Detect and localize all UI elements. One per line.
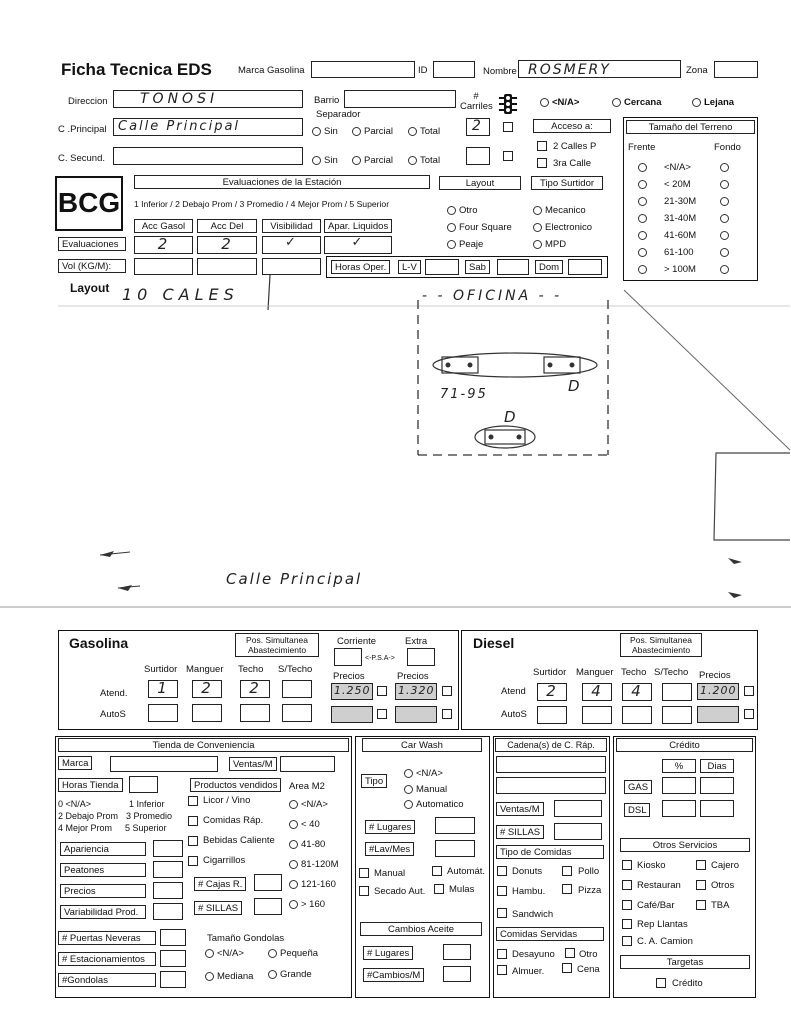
corriente-field[interactable] bbox=[334, 648, 362, 666]
donuts-check[interactable] bbox=[497, 866, 507, 876]
tienda-row-field-0[interactable] bbox=[153, 840, 183, 857]
tienda-prod-check-1[interactable] bbox=[188, 816, 198, 826]
carwash-secado-check[interactable] bbox=[359, 886, 369, 896]
sketch-number: 71-95 bbox=[440, 387, 488, 402]
terreno-title: Tamaño del Terreno bbox=[626, 120, 755, 134]
gas-precios-2: Precios bbox=[397, 671, 429, 682]
otros-label-0: Kiosko bbox=[637, 860, 666, 871]
layout-peaje-radio[interactable]: Peaje bbox=[447, 239, 483, 250]
tienda-area-radio-2[interactable]: 41-80 bbox=[289, 839, 325, 850]
terreno-fondo-radio-0[interactable] bbox=[720, 162, 732, 173]
tienda-ventas-field[interactable] bbox=[280, 756, 335, 772]
tienda-horas-label: Horas Tienda bbox=[58, 778, 123, 792]
surtidor-electronico-radio[interactable]: Electronico bbox=[533, 222, 592, 233]
tienda-area-radio-4[interactable]: 121-160 bbox=[289, 879, 336, 890]
credito-title: Crédito bbox=[616, 738, 753, 752]
donuts-label: Donuts bbox=[512, 866, 543, 877]
cp-parcial-radio[interactable]: Parcial bbox=[352, 126, 393, 137]
carwash-na-radio[interactable]: <N/A> bbox=[404, 768, 443, 779]
gas-cell-1-3[interactable] bbox=[282, 704, 312, 722]
gas-col-surtidor: Surtidor bbox=[144, 664, 178, 675]
cadena-ventas-field[interactable] bbox=[554, 800, 602, 817]
cadena-field-1[interactable] bbox=[496, 756, 606, 773]
eval-liquidos-value: ✓ bbox=[351, 235, 365, 250]
terreno-option-2: 21-30M bbox=[664, 196, 697, 207]
tienda-prod-label-1: Comidas Ráp. bbox=[203, 815, 264, 826]
credito-dias: Dias bbox=[700, 759, 734, 773]
lejana-radio[interactable]: Lejana bbox=[692, 97, 734, 108]
almuer-label: Almuer. bbox=[512, 966, 545, 977]
eval-title: Evaluaciones de la Estación bbox=[134, 175, 430, 189]
eval-acc-del-value: 2 bbox=[221, 235, 233, 253]
tienda-scale-1: 1 Inferior bbox=[129, 799, 165, 809]
pollo-label: Pollo bbox=[578, 866, 600, 877]
eval-acc-gasol-value: 2 bbox=[157, 235, 170, 253]
dsl-cell-1-1[interactable] bbox=[582, 706, 612, 724]
gas-cell-0-3[interactable] bbox=[282, 680, 312, 698]
tres-calle-check[interactable] bbox=[537, 158, 547, 168]
lv-label: L-V bbox=[398, 260, 421, 274]
tienda-area-radio-5[interactable]: > 160 bbox=[289, 899, 325, 910]
gas-value-0: 1 bbox=[157, 679, 169, 697]
credito-gas-label: GAS bbox=[624, 780, 652, 794]
cadena-title: Cadena(s) de C. Ráp. bbox=[495, 738, 607, 752]
carriles2-field[interactable] bbox=[466, 147, 490, 165]
carwash-manual-check[interactable] bbox=[359, 868, 369, 878]
csecund-label: C. Secund. bbox=[58, 153, 105, 164]
tienda-cajas-field[interactable] bbox=[254, 874, 282, 891]
pollo-check[interactable] bbox=[562, 866, 572, 876]
sketch-oficina: - - OFICINA - - bbox=[422, 288, 563, 304]
otros-check-5[interactable] bbox=[696, 900, 706, 910]
sandwich-check[interactable] bbox=[497, 908, 507, 918]
na-radio[interactable]: <N/A> bbox=[540, 97, 579, 108]
carwash-secado-label: Secado Aut. bbox=[374, 886, 426, 897]
dsl-precio-check[interactable] bbox=[744, 686, 754, 696]
sketch-drawing bbox=[0, 270, 791, 610]
gas-precio-extra: 1.320 bbox=[398, 684, 435, 697]
credito-gas-dias[interactable] bbox=[700, 777, 734, 794]
tienda-productos-label: Productos vendidos bbox=[190, 778, 281, 792]
tienda-prod-check-0[interactable] bbox=[188, 796, 198, 806]
carwash-lugares-label: # Lugares bbox=[365, 820, 415, 834]
diesel-pos: Pos. Simultanea Abastecimiento bbox=[620, 633, 702, 657]
pizza-check[interactable] bbox=[562, 884, 572, 894]
otros-label-1: Cajero bbox=[711, 860, 739, 871]
tienda-estac-field[interactable] bbox=[160, 950, 186, 967]
tienda-prod-label-3: Cigarrillos bbox=[203, 855, 246, 866]
dsl-col-techo: Techo bbox=[621, 667, 647, 678]
tienda-scale-3: 3 Promedio bbox=[126, 811, 173, 821]
eval-col-acc-gasol: Acc Gasol bbox=[134, 219, 193, 233]
gas-precio-corriente-check[interactable] bbox=[377, 686, 387, 696]
surtidor-mpd-radio[interactable]: MPD bbox=[533, 239, 566, 250]
extra-field[interactable] bbox=[407, 648, 435, 666]
tienda-sillas-field[interactable] bbox=[254, 898, 282, 915]
carwash-manual-label: Manual bbox=[374, 868, 406, 879]
hambu-check[interactable] bbox=[497, 886, 507, 896]
cercana-radio[interactable]: Cercana bbox=[612, 97, 662, 108]
cambios-title: Cambios Aceite bbox=[360, 922, 482, 936]
tienda-area-label: Area M2 bbox=[289, 781, 325, 792]
gas-cell-1-2[interactable] bbox=[240, 704, 270, 722]
sketch-text-1: 10 CALES bbox=[122, 285, 239, 304]
direccion-value: TONOSI bbox=[140, 91, 219, 107]
terreno-option-3: 31-40M bbox=[664, 213, 697, 224]
gas-aten-label: Atend. bbox=[100, 688, 128, 699]
credito-pct: % bbox=[662, 759, 696, 773]
tienda-prod-label-2: Bebidas Caliente bbox=[203, 835, 275, 846]
eval-col-liquidos: Apar. Liquidos bbox=[324, 219, 392, 233]
otros-check-7[interactable] bbox=[622, 936, 632, 946]
tienda-prod-check-3[interactable] bbox=[188, 856, 198, 866]
gas-cell-1-0[interactable] bbox=[148, 704, 178, 722]
bcg-logo: BCG bbox=[55, 176, 123, 231]
terreno-fondo-radio-5[interactable] bbox=[720, 247, 732, 258]
cadena-field-2[interactable] bbox=[496, 777, 606, 794]
marca-field[interactable] bbox=[311, 61, 415, 78]
separador-label: Separador bbox=[316, 109, 361, 120]
cp-total-radio[interactable]: Total bbox=[408, 126, 440, 137]
gasolina-title: Gasolina bbox=[69, 635, 129, 651]
cadena-sillas-label: # SILLAS bbox=[496, 825, 544, 839]
eval-col-visibilidad: Visibilidad bbox=[262, 219, 321, 233]
tienda-sillas-label: # SILLAS bbox=[194, 901, 242, 915]
tienda-prod-label-0: Licor / Vino bbox=[203, 795, 251, 806]
terreno-frente-radio-5[interactable] bbox=[638, 247, 650, 258]
gond-mediana-radio[interactable]: Mediana bbox=[205, 971, 253, 982]
tres-calle-label: 3ra Calle bbox=[553, 158, 592, 169]
corriente-label: Corriente bbox=[337, 636, 377, 647]
carriles-value: 2 bbox=[472, 118, 483, 134]
carwash-title: Car Wash bbox=[362, 738, 482, 752]
barrio-field[interactable] bbox=[344, 90, 456, 108]
otros-label-4: Café/Bar bbox=[637, 900, 675, 911]
marca-label: Marca Gasolina bbox=[238, 65, 305, 76]
desayuno-label: Desayuno bbox=[512, 949, 555, 960]
carwash-lav-label: #Lav/Mes bbox=[365, 842, 414, 856]
carwash-mulas-label: Mulas bbox=[449, 884, 475, 895]
pizza-label: Pizza bbox=[578, 885, 602, 896]
gas-precios-1: Precios bbox=[333, 671, 365, 682]
tienda-prod-check-2[interactable] bbox=[188, 836, 198, 846]
terreno-option-6: > 100M bbox=[664, 264, 696, 275]
terreno-fondo-radio-2[interactable] bbox=[720, 196, 732, 207]
carriles-label: # Carriles bbox=[460, 91, 493, 112]
extra-label: Extra bbox=[405, 636, 428, 647]
acceso-label: Acceso a: bbox=[533, 119, 611, 133]
sketch-d1: D bbox=[568, 377, 582, 395]
cambios-cambios-label: #Cambios/M bbox=[363, 968, 424, 982]
dsl-precios: Precios bbox=[699, 670, 731, 681]
tienda-scale-2: 2 Debajo Prom bbox=[58, 811, 119, 821]
cp-sin-radio[interactable]: Sin bbox=[312, 126, 338, 137]
gas-autos-label: AutoS bbox=[100, 709, 126, 720]
layout-title: Layout bbox=[439, 176, 521, 190]
gas-cell-1-1[interactable] bbox=[192, 704, 222, 722]
terreno-option-0: <N/A> bbox=[664, 162, 691, 173]
gas-autos-check-1[interactable] bbox=[377, 709, 387, 719]
dsl-col-manguer: Manguer bbox=[576, 667, 614, 678]
otros-servicios-title: Otros Servicios bbox=[620, 838, 750, 852]
eval-visibilidad-value: ✓ bbox=[285, 235, 298, 250]
gond-na-radio[interactable]: <N/A> bbox=[205, 948, 244, 959]
carriles2-check[interactable] bbox=[503, 151, 513, 161]
tienda-gondolas-field[interactable] bbox=[160, 971, 186, 988]
sketch-layout-label: Layout bbox=[70, 281, 110, 295]
dsl-autos-precio[interactable] bbox=[697, 706, 739, 723]
otros-label-5: TBA bbox=[711, 900, 730, 911]
otros-check-1[interactable] bbox=[696, 860, 706, 870]
sandwich-label: Sandwich bbox=[512, 909, 554, 920]
hambu-label: Hambu. bbox=[512, 886, 546, 897]
cambios-lugares-label: # Lugares bbox=[363, 946, 413, 960]
tienda-row-label-0: Apariencia bbox=[60, 842, 146, 856]
tienda-row-label-1: Peatones bbox=[60, 863, 146, 877]
carwash-tipo-label: Tipo bbox=[361, 774, 387, 788]
tam-gondolas-label: Tamaño Gondolas bbox=[207, 933, 285, 944]
otros-check-0[interactable] bbox=[622, 860, 632, 870]
id-field[interactable] bbox=[433, 61, 475, 78]
credito-dsl-dias[interactable] bbox=[700, 800, 734, 817]
terreno-option-4: 41-60M bbox=[664, 230, 697, 241]
otros-label-3: Otros bbox=[711, 880, 735, 891]
direccion-label: Direccion bbox=[68, 96, 108, 107]
layout-otro-radio[interactable]: Otro bbox=[447, 205, 477, 216]
cprincipal-value: Calle Principal bbox=[118, 119, 241, 134]
gond-pequena-radio[interactable]: Pequeña bbox=[268, 948, 318, 959]
eval-col-acc-del: Acc Del bbox=[197, 219, 257, 233]
cs-parcial-radio[interactable]: Parcial bbox=[352, 155, 393, 166]
gas-value-2: 2 bbox=[249, 679, 261, 697]
tienda-area-radio-0[interactable]: <N/A> bbox=[289, 799, 328, 810]
carwash-lugares-field[interactable] bbox=[435, 817, 475, 834]
terreno-frente-radio-3[interactable] bbox=[638, 213, 650, 224]
dos-calles-label: 2 Calles P bbox=[553, 141, 597, 152]
tienda-puertas-label: # Puertas Neveras bbox=[58, 931, 156, 945]
tienda-ventas-label: Ventas/M bbox=[229, 757, 277, 771]
dsl-value-0: 2 bbox=[546, 682, 558, 700]
cs-total-radio[interactable]: Total bbox=[408, 155, 440, 166]
dsl-cell-1-3[interactable] bbox=[662, 706, 692, 724]
credito-gas-pct[interactable] bbox=[662, 777, 696, 794]
terreno-option-5: 61-100 bbox=[664, 247, 694, 258]
terreno-fondo-radio-3[interactable] bbox=[720, 213, 732, 224]
gasolina-pos: Pos. Simultanea Abastecimiento bbox=[235, 633, 319, 657]
dsl-cell-1-2[interactable] bbox=[622, 706, 652, 724]
gas-autos-precio-1[interactable] bbox=[331, 706, 373, 723]
targetas-title: Targetas bbox=[620, 955, 750, 969]
dos-calles-check[interactable] bbox=[537, 141, 547, 151]
traffic-light-icon bbox=[498, 93, 518, 115]
tienda-scale-4: 4 Mejor Prom bbox=[58, 823, 113, 833]
nombre-label: Nombre bbox=[483, 66, 517, 77]
terreno-fondo-radio-4[interactable] bbox=[720, 230, 732, 241]
terreno-frente-radio-0[interactable] bbox=[638, 162, 650, 173]
otros-label-6: Rep Llantas bbox=[637, 919, 688, 930]
carwash-lav-field[interactable] bbox=[435, 840, 475, 857]
gas-col-manguer: Manguer bbox=[186, 664, 224, 675]
dsl-cell-0-3[interactable] bbox=[662, 683, 692, 701]
dsl-value-2: 4 bbox=[631, 682, 643, 700]
terreno-frente-radio-2[interactable] bbox=[638, 196, 650, 207]
cambios-lugares-field[interactable] bbox=[443, 944, 471, 960]
gas-autos-precio-2[interactable] bbox=[395, 706, 437, 723]
tienda-cajas-label: # Cajas R. bbox=[194, 877, 246, 891]
tienda-area-radio-1[interactable]: < 40 bbox=[289, 819, 320, 830]
dsl-col-surtidor: Surtidor bbox=[533, 667, 567, 678]
layout-four-square-radio[interactable]: Four Square bbox=[447, 222, 512, 233]
tienda-gondolas-label: #Gondolas bbox=[58, 973, 156, 987]
cadena-tipo-label: Tipo de Comidas bbox=[496, 845, 604, 859]
dsl-cell-1-0[interactable] bbox=[537, 706, 567, 724]
zona-field[interactable] bbox=[714, 61, 758, 78]
surtidor-mecanico-radio[interactable]: Mecanico bbox=[533, 205, 586, 216]
otros-check-2[interactable] bbox=[622, 880, 632, 890]
gas-precio-corriente: 1.250 bbox=[334, 684, 371, 697]
diesel-title: Diesel bbox=[473, 635, 515, 651]
almuer-check[interactable] bbox=[497, 965, 507, 975]
carwash-auto-radio[interactable]: Automatico bbox=[404, 799, 464, 810]
terreno-option-1: < 20M bbox=[664, 179, 691, 190]
dsl-autos-label: AutoS bbox=[501, 709, 527, 720]
terreno-fondo-radio-1[interactable] bbox=[720, 179, 732, 190]
carwash-manual-radio[interactable]: Manual bbox=[404, 784, 447, 795]
gas-col-techo: Techo bbox=[238, 664, 264, 675]
tienda-marca-field[interactable] bbox=[110, 756, 218, 772]
otro-label: Otro bbox=[579, 949, 598, 960]
tipo-surtidor-title: Tipo Surtidor bbox=[531, 176, 603, 190]
desayuno-check[interactable] bbox=[497, 949, 507, 959]
tienda-row-field-1[interactable] bbox=[153, 861, 183, 878]
tienda-estac-label: # Estacionamientos bbox=[58, 952, 156, 966]
carwash-automat-label: Automát. bbox=[447, 866, 486, 877]
gas-col-stecho: S/Techo bbox=[278, 664, 313, 675]
tienda-row-label-3: Variabilidad Prod. bbox=[60, 905, 146, 919]
id-label: ID bbox=[418, 65, 428, 76]
carriles-check[interactable] bbox=[503, 122, 513, 132]
cena-check[interactable] bbox=[562, 963, 572, 973]
cs-sin-radio[interactable]: Sin bbox=[312, 155, 338, 166]
tienda-marca-label: Marca bbox=[58, 756, 92, 770]
otros-check-3[interactable] bbox=[696, 880, 706, 890]
sab-label: Sab bbox=[465, 260, 490, 274]
otro-check[interactable] bbox=[565, 948, 575, 958]
cadena-sillas-field[interactable] bbox=[554, 823, 602, 840]
barrio-label: Barrio bbox=[314, 95, 340, 106]
otros-label-7: C. A. Camion bbox=[637, 936, 693, 947]
carwash-automat-check[interactable] bbox=[432, 866, 442, 876]
gas-precio-extra-check[interactable] bbox=[442, 686, 452, 696]
gond-grande-radio[interactable]: Grande bbox=[268, 969, 312, 980]
terreno-frente-radio-4[interactable] bbox=[638, 230, 650, 241]
tienda-scale-5: 5 Superior bbox=[125, 823, 167, 833]
cadena-ventas-label: Ventas/M bbox=[496, 802, 544, 816]
servidas-label: Comidas Servidas bbox=[496, 927, 604, 941]
psa-label: <-P.S.A-> bbox=[365, 655, 395, 662]
cena-label: Cena bbox=[577, 964, 600, 975]
csecund-field[interactable] bbox=[113, 147, 303, 165]
terreno-frente-radio-1[interactable] bbox=[638, 179, 650, 190]
otros-check-4[interactable] bbox=[622, 900, 632, 910]
credito-check[interactable] bbox=[656, 978, 666, 988]
gas-value-1: 2 bbox=[201, 679, 213, 697]
tienda-horas-field[interactable] bbox=[129, 776, 158, 793]
otros-label-2: Restauran bbox=[637, 880, 681, 891]
eval-scale: 1 Inferior / 2 Debajo Prom / 3 Promedio / 4 Mejor Prom / 5 Superior bbox=[134, 199, 390, 209]
cprincipal-label: C .Principal bbox=[58, 124, 107, 135]
dsl-aten-label: Atend bbox=[501, 686, 526, 697]
credito-dsl-pct[interactable] bbox=[662, 800, 696, 817]
tienda-title: Tienda de Conveniencia bbox=[58, 738, 349, 752]
vol-label: Vol (KG/M): bbox=[58, 259, 126, 273]
frente-label: Frente bbox=[628, 142, 656, 153]
carwash-mulas-check[interactable] bbox=[434, 884, 444, 894]
nombre-value: ROSMERY bbox=[528, 62, 611, 78]
dsl-value-1: 4 bbox=[591, 682, 603, 700]
tienda-row-label-2: Precios bbox=[60, 884, 146, 898]
tienda-area-radio-3[interactable]: 81-120M bbox=[289, 859, 339, 870]
tienda-scale-0: 0 <N/A> bbox=[58, 799, 92, 809]
credito-check-label: Crédito bbox=[672, 978, 703, 989]
dom-label: Dom bbox=[535, 260, 563, 274]
tienda-row-field-2[interactable] bbox=[153, 882, 183, 899]
horas-label: Horas Oper. bbox=[331, 260, 390, 274]
cambios-cambios-field[interactable] bbox=[443, 966, 471, 982]
tienda-row-field-3[interactable] bbox=[153, 903, 183, 920]
gas-autos-check-2[interactable] bbox=[442, 709, 452, 719]
page-title: Ficha Tecnica EDS bbox=[61, 60, 212, 79]
dsl-col-stecho: S/Techo bbox=[654, 667, 689, 678]
credito-dsl-label: DSL bbox=[624, 803, 650, 817]
otros-check-6[interactable] bbox=[622, 919, 632, 929]
eval-row-label: Evaluaciones bbox=[58, 237, 126, 251]
dsl-precio: 1.200 bbox=[700, 684, 737, 697]
sketch-calle: Calle Principal bbox=[226, 570, 363, 588]
dsl-autos-check[interactable] bbox=[744, 709, 754, 719]
sketch-d2: D bbox=[504, 408, 518, 426]
zona-label: Zona bbox=[686, 65, 708, 76]
tienda-puertas-field[interactable] bbox=[160, 929, 186, 946]
fondo-label: Fondo bbox=[714, 142, 741, 153]
